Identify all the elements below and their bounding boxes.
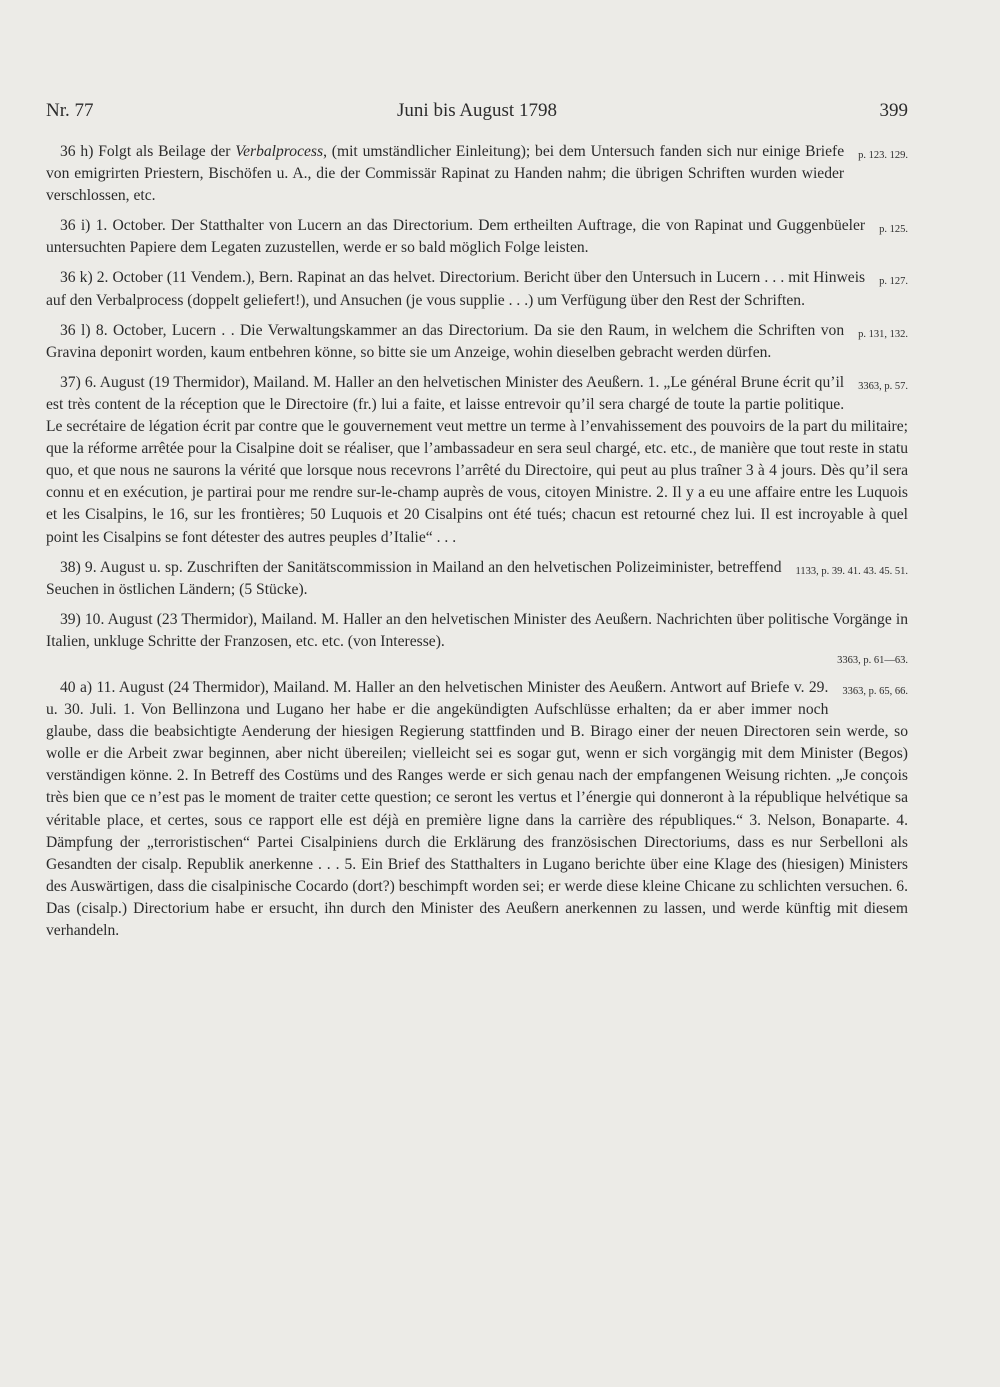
archive-reference: 1133, p. 39. 41. 43. 45. 51. <box>795 565 908 577</box>
entry-36h: p. 123. 129. 36 h) Folgt als Beilage der Verbalprocess, (mit umständlicher Einleitung); bei dem Untersuch fanden sich nur einige Briefe von emigrirten Priestern, Bischöfen u. A., die der Commissär Rapinat zu Handen nahm; die übrigen Schriften wurden wieder verschlossen, etc. <box>46 143 908 205</box>
running-title: Juni bis August 1798 <box>397 100 557 121</box>
entry-38: 1133, p. 39. 41. 43. 45. 51. 38) 9. August u. sp. Zuschriften der Sanitätscommission in Mailand an den helvetischen Polizeiminister, betreffend Seuchen in östlichen Ländern; (5 Stücke). <box>46 558 908 598</box>
page-header <box>46 100 908 130</box>
entry-36l: p. 131, 132. 36 l) 8. October, Lucern . . Die Verwaltungskammer an das Directorium. Da sie den Raum, in welchem die Schriften von Gravina deponirt worden, kaum entbehren könne, so bitte sie um Anzeige, wohin dieselben gebracht werden dürfen. <box>46 321 908 361</box>
italic-term: Verbalprocess <box>235 143 324 160</box>
page-number: 399 <box>879 100 908 121</box>
document-body <box>46 141 908 950</box>
archive-reference: p. 123. 129. <box>858 150 908 161</box>
archive-reference: 3363, p. 57. <box>858 380 908 392</box>
document-number: Nr. 77 <box>46 100 94 121</box>
entry-39: 39) 10. August (23 Thermidor), Mailand. M. Haller an den helvetischen Minister des Aeußern. Nachrichten über politische Vorgänge in Italien, unkluge Schritte der Franzosen, etc. etc. (von Interesse). 3363, p. 61—63. <box>46 609 908 669</box>
archive-reference: 3363, p. 61—63. <box>837 654 908 666</box>
entry-36k: p. 127. 36 k) 2. October (11 Vendem.), Bern. Rapinat an das helvet. Directorium. Bericht über den Untersuch in Lucern . . . mit Hinweis auf den Verbalprocess (doppelt geliefert!), und Ansuchen (je vous supplie . . .) um Verfügung über den Rest der Schriften. <box>46 269 908 309</box>
archive-reference: p. 127. <box>879 276 908 288</box>
entry-37: 3363, p. 57. 37) 6. August (19 Thermidor), Mailand. M. Haller an den helvetischen Minister des Aeußern. 1. „Le général Brune écrit qu’il est très content de la réception que le Directoire (fr.) lui a faite, et laisse entrevoir qu’il sera chargé de toute la partie politique. Le secrétaire de légation écrit par contre que le gouvernement veut mettre un terme à l’envahissement des pouvoirs de la part du militaire; que la réforme arrêtée pour la Cisalpine doit se réaliser, que l’ambassadeur en sera seul chargé, etc. etc., de manière que tout reste in statu quo, et que nous ne saurons la vérité que lorsque nous recevrons l’arrêté du Directoire, qui peut au plus traîner 3 à 4 jours. Dès qu’il sera connu et en exécution, je partirai pour me rendre sur-le-champ auprès de vous, citoyen Ministre. 2. Il y a eu une affaire entre les Luquois et les Cisalpins, le 16, sur les frontières; 50 Luquois et 20 Cisalpins ont été tués; chacun est retourné chez lui. Il est incroyable à quel point les Cisalpins se font détester des autres peuples d’Italie“ . . . <box>46 373 908 546</box>
archive-reference: p. 125. <box>879 224 908 236</box>
archive-reference: 3363, p. 65, 66. <box>842 685 908 697</box>
entry-40a: 3363, p. 65, 66. 40 a) 11. August (24 Thermidor), Mailand. M. Haller an den helvetischen Minister des Aeußern. Antwort auf Briefe v. 29. u. 30. Juli. 1. Von Bellinzona und Lugano her habe er die angekündigten Aufschlüsse erhalten; da er aber immer noch glaube, dass die beabsichtigte Aenderung der hiesigen Regierung stattfinden und B. Birago einer der neuen Directoren sein werde, so wolle er die Arbeit zwar beginnen, aber nicht übereilen; vielleicht sei es sogar gut, wenn er sich vorgängig mit dem Minister (Begos) verständigen könne. 2. In Betreff des Costüms und des Ranges werde er sich genau nach der empfangenen Weisung richten. „Je conçois très bien que ce n’est pas le moment de traiter cette question; ce seront les vertus et l’énergie qui donneront à la république helvétique sa véritable place, et certes, sous ce rapport elle est déjà en première ligne dans la carrière des républiques.“ 3. Nelson, Bonaparte. 4. Dämpfung der „terroristischen“ Partei Cisalpiniens durch die Erklärung des französischen Directoriums, dass es nur Serbelloni als Gesandten der cisalp. Republik anerkenne . . . 5. Ein Brief des Statthalters in Lugano berichte über eine Klage des (hiesigen) Ministers des Auswärtigen, dass die cisalpinische Cocardo (dort?) beschimpft worden sei; er werde diese kleine Chicane zu schlichten versuchen. 6. Das (cisalp.) Directorium habe er ersucht, ihn durch den Minister des Aeußern anerkennen zu lassen, und werde künftig mit diesem verhandeln. <box>46 678 908 939</box>
entry-36i: p. 125. 36 i) 1. October. Der Statthalter von Lucern an das Directorium. Dem ertheilten Auftrage, die von Rapinat und Guggenbüeler untersuchten Papiere dem Legaten zuzustellen, werde er so bald möglich Folge leisten. <box>46 217 908 257</box>
archive-reference: p. 131, 132. <box>858 328 908 340</box>
